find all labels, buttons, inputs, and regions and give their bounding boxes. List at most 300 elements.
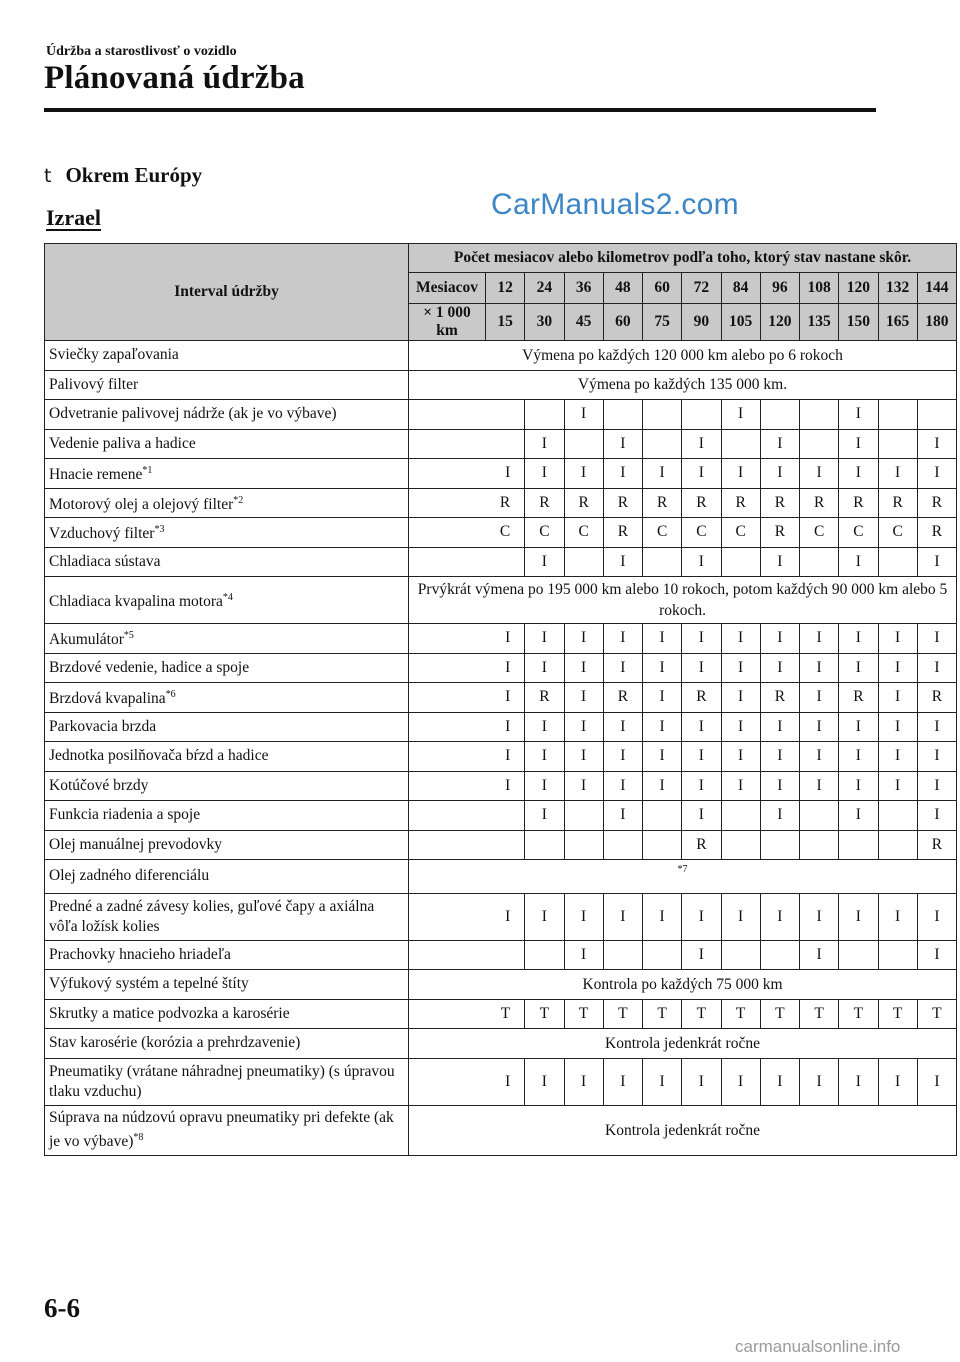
km-value: 150 — [839, 304, 878, 341]
schedule-cell: I — [643, 653, 682, 683]
months-value: 48 — [603, 273, 642, 304]
item-label-text: Prachovky hnacieho hriadeľa — [49, 945, 231, 963]
schedule-cell — [721, 429, 760, 459]
schedule-cell: I — [917, 940, 956, 970]
table-row — [45, 801, 957, 831]
schedule-cell: I — [800, 1058, 839, 1105]
schedule-cell: I — [603, 771, 642, 801]
km-value: 60 — [603, 304, 642, 341]
schedule-cell: R — [839, 488, 878, 518]
schedule-cell: I — [839, 801, 878, 831]
schedule-cell: R — [603, 518, 642, 548]
km-value: 90 — [682, 304, 721, 341]
item-label — [45, 1105, 409, 1155]
schedule-cell: I — [839, 712, 878, 742]
schedule-cell: I — [643, 683, 682, 713]
table-row — [45, 860, 957, 894]
schedule-cell: T — [525, 999, 564, 1029]
footnote-ref: *5 — [123, 630, 134, 642]
schedule-cell: I — [603, 712, 642, 742]
schedule-cell: I — [839, 1058, 878, 1105]
schedule-cell: C — [682, 518, 721, 548]
item-label-text: Palivový filter — [49, 375, 139, 393]
section-heading-text: Okrem Európy — [65, 163, 203, 187]
schedule-cell: I — [721, 742, 760, 772]
item-label-text: Vzduchový filter — [49, 525, 155, 543]
schedule-cell: I — [917, 1058, 956, 1105]
schedule-cell: R — [603, 683, 642, 713]
item-label — [45, 429, 409, 459]
km-value: 165 — [878, 304, 917, 341]
schedule-cell: I — [917, 653, 956, 683]
schedule-cell: I — [564, 459, 603, 489]
table-row — [45, 624, 957, 654]
schedule-cell: I — [917, 712, 956, 742]
item-label — [45, 1029, 409, 1059]
schedule-cell — [878, 547, 917, 577]
schedule-cell: I — [409, 653, 525, 683]
schedule-cell: I — [721, 624, 760, 654]
schedule-cell — [643, 547, 682, 577]
schedule-cell: I — [525, 801, 564, 831]
schedule-cell: I — [878, 712, 917, 742]
schedule-cell: I — [760, 653, 799, 683]
schedule-cell — [760, 830, 799, 860]
item-label-text: Olej manuálnej prevodovky — [49, 835, 223, 853]
breadcrumb: Údržba a starostlivosť o vozidlo — [46, 44, 237, 59]
schedule-cell: I — [760, 459, 799, 489]
item-label — [45, 771, 409, 801]
schedule-cell — [643, 940, 682, 970]
item-label — [45, 683, 409, 713]
schedule-cell: I — [917, 771, 956, 801]
schedule-cell: I — [721, 653, 760, 683]
schedule-cell: I — [839, 624, 878, 654]
interval-note: Výmena po každých 135 000 km. — [409, 370, 957, 400]
table-row — [45, 400, 957, 430]
schedule-cell: I — [878, 742, 917, 772]
schedule-cell: R — [682, 488, 721, 518]
schedule-cell: I — [721, 712, 760, 742]
schedule-cell — [564, 429, 603, 459]
interval-note: Prvýkrát výmena po 195 000 km alebo 10 rokoch, potom každých 90 000 km alebo 5 rokoch. — [409, 577, 957, 624]
schedule-cell — [564, 547, 603, 577]
table-row — [45, 488, 957, 518]
item-label — [45, 624, 409, 654]
item-label — [45, 488, 409, 518]
schedule-cell: I — [800, 893, 839, 940]
schedule-cell: I — [525, 653, 564, 683]
table-row — [45, 893, 957, 940]
table-row — [45, 970, 957, 1000]
months-value: 36 — [564, 273, 603, 304]
schedule-cell — [643, 801, 682, 831]
schedule-cell: I — [839, 429, 878, 459]
schedule-cell: R — [564, 488, 603, 518]
schedule-cell: I — [760, 742, 799, 772]
schedule-cell: R — [760, 488, 799, 518]
schedule-cell: I — [878, 771, 917, 801]
table-row — [45, 547, 957, 577]
schedule-cell: I — [564, 712, 603, 742]
footnote-ref: *2 — [233, 494, 244, 506]
schedule-cell: I — [564, 653, 603, 683]
schedule-cell: I — [721, 893, 760, 940]
item-label-text: Motorový olej a olejový filter — [49, 495, 234, 513]
schedule-cell: I — [721, 771, 760, 801]
item-label-text: Akumulátor — [49, 631, 124, 649]
schedule-cell: I — [760, 801, 799, 831]
schedule-cell: R — [917, 488, 956, 518]
section-heading — [44, 163, 202, 188]
schedule-cell — [878, 429, 917, 459]
schedule-cell: I — [682, 940, 721, 970]
schedule-cell: I — [682, 712, 721, 742]
schedule-cell: I — [564, 940, 603, 970]
maintenance-schedule-table — [44, 243, 957, 1156]
table-row — [45, 653, 957, 683]
schedule-cell: I — [603, 1058, 642, 1105]
item-label — [45, 940, 409, 970]
schedule-cell — [603, 400, 642, 430]
schedule-cell: I — [409, 712, 525, 742]
item-label — [45, 970, 409, 1000]
schedule-cell: I — [878, 683, 917, 713]
schedule-cell: I — [643, 771, 682, 801]
table-row — [45, 429, 957, 459]
schedule-cell — [603, 940, 642, 970]
schedule-cell: T — [800, 999, 839, 1029]
item-label — [45, 742, 409, 772]
schedule-cell: I — [682, 1058, 721, 1105]
schedule-cell: I — [760, 771, 799, 801]
schedule-cell: I — [409, 742, 525, 772]
schedule-cell — [603, 830, 642, 860]
schedule-cell: I — [525, 712, 564, 742]
schedule-cell — [643, 429, 682, 459]
schedule-cell — [800, 400, 839, 430]
schedule-cell: I — [800, 624, 839, 654]
schedule-cell — [878, 400, 917, 430]
table-row — [45, 771, 957, 801]
schedule-cell: I — [917, 742, 956, 772]
schedule-cell: R — [878, 488, 917, 518]
schedule-cell: I — [564, 683, 603, 713]
schedule-cell: I — [800, 459, 839, 489]
schedule-cell: I — [682, 547, 721, 577]
schedule-cell: I — [564, 742, 603, 772]
schedule-cell: I — [409, 1058, 525, 1105]
schedule-cell: I — [525, 624, 564, 654]
schedule-cell: I — [760, 712, 799, 742]
schedule-cell: R — [839, 683, 878, 713]
months-value: 60 — [643, 273, 682, 304]
item-label — [45, 712, 409, 742]
schedule-cell: I — [682, 742, 721, 772]
item-label-text: Súprava na núdzovú opravu pneumatiky pri defekte (ak je vo výbave) — [49, 1108, 394, 1151]
schedule-cell: I — [409, 624, 525, 654]
schedule-cell: I — [917, 801, 956, 831]
schedule-cell: T — [603, 999, 642, 1029]
schedule-cell: I — [525, 1058, 564, 1105]
item-label — [45, 860, 409, 894]
schedule-cell: I — [525, 771, 564, 801]
item-label — [45, 577, 409, 624]
schedule-cell: R — [643, 488, 682, 518]
schedule-cell — [643, 400, 682, 430]
schedule-cell: R — [760, 683, 799, 713]
schedule-cell: I — [760, 624, 799, 654]
item-label-text: Parkovacia brzda — [49, 717, 157, 735]
schedule-cell: I — [603, 742, 642, 772]
schedule-cell: R — [917, 518, 956, 548]
footnote-ref: *4 — [222, 591, 233, 603]
item-label — [45, 341, 409, 371]
schedule-cell: I — [643, 624, 682, 654]
item-label — [45, 999, 409, 1029]
schedule-cell: C — [409, 518, 525, 548]
item-label — [45, 400, 409, 430]
schedule-cell: I — [603, 547, 642, 577]
schedule-cell: I — [525, 547, 564, 577]
schedule-cell: C — [564, 518, 603, 548]
schedule-cell — [643, 830, 682, 860]
schedule-cell — [409, 429, 525, 459]
item-label-text: Funkcia riadenia a spoje — [49, 806, 201, 824]
months-value: 144 — [917, 273, 956, 304]
schedule-cell — [409, 547, 525, 577]
schedule-cell: C — [800, 518, 839, 548]
item-label-text: Predné a zadné závesy kolies, guľové čapy a axiálna vôľa ložísk kolies — [49, 897, 375, 935]
span-header: Počet mesiacov alebo kilometrov podľa toho, ktorý stav nastane skôr. — [409, 244, 957, 273]
schedule-cell: I — [682, 429, 721, 459]
table-row — [45, 1058, 957, 1105]
item-label-text: Skrutky a matice podvozka a karosérie — [49, 1004, 290, 1022]
schedule-cell: R — [760, 518, 799, 548]
schedule-cell: I — [800, 653, 839, 683]
schedule-cell: R — [525, 683, 564, 713]
schedule-cell: I — [839, 653, 878, 683]
km-label: × 1 000 km — [409, 304, 486, 341]
item-label — [45, 801, 409, 831]
schedule-cell: I — [839, 771, 878, 801]
months-value: 24 — [525, 273, 564, 304]
table-row — [45, 1029, 957, 1059]
schedule-cell: T — [917, 999, 956, 1029]
schedule-cell: I — [800, 771, 839, 801]
table-row — [45, 683, 957, 713]
item-label-text: Odvetranie palivovej nádrže (ak je vo výbave) — [49, 405, 337, 423]
item-label-text: Chladiaca kvapalina motora — [49, 593, 223, 611]
schedule-cell: I — [603, 459, 642, 489]
schedule-cell: I — [682, 771, 721, 801]
schedule-cell: T — [839, 999, 878, 1029]
schedule-cell: I — [760, 1058, 799, 1105]
months-value: 84 — [721, 273, 760, 304]
interval-note: Kontrola po každých 75 000 km — [409, 970, 957, 1000]
km-value: 75 — [643, 304, 682, 341]
schedule-cell — [760, 400, 799, 430]
schedule-cell: I — [409, 459, 525, 489]
item-label-text: Kotúčové brzdy — [49, 776, 149, 794]
schedule-cell: C — [643, 518, 682, 548]
schedule-cell — [721, 830, 760, 860]
schedule-cell: I — [800, 712, 839, 742]
schedule-cell: I — [643, 1058, 682, 1105]
schedule-cell: T — [682, 999, 721, 1029]
schedule-cell — [800, 830, 839, 860]
item-label-text: Hnacie remene — [49, 466, 143, 484]
table-row — [45, 940, 957, 970]
schedule-cell — [409, 830, 525, 860]
schedule-cell — [721, 940, 760, 970]
interval-header: Interval údržby — [45, 244, 409, 341]
schedule-cell: I — [878, 893, 917, 940]
schedule-cell: I — [682, 624, 721, 654]
table-row — [45, 1105, 957, 1155]
schedule-cell: I — [917, 429, 956, 459]
schedule-cell: I — [525, 459, 564, 489]
schedule-cell: I — [682, 893, 721, 940]
months-value: 12 — [486, 273, 525, 304]
schedule-cell: R — [800, 488, 839, 518]
schedule-cell: T — [878, 999, 917, 1029]
schedule-cell: C — [839, 518, 878, 548]
schedule-cell: R — [525, 488, 564, 518]
page-number: 6-6 — [44, 1293, 80, 1323]
footnote-ref: *3 — [154, 524, 165, 536]
schedule-cell: C — [878, 518, 917, 548]
table-row — [45, 370, 957, 400]
schedule-cell: I — [603, 624, 642, 654]
table-row — [45, 712, 957, 742]
schedule-cell: I — [878, 653, 917, 683]
footnote-ref: *6 — [165, 689, 176, 701]
schedule-cell: R — [721, 488, 760, 518]
table-row — [45, 518, 957, 548]
schedule-cell: I — [721, 683, 760, 713]
schedule-cell — [839, 830, 878, 860]
km-value: 180 — [917, 304, 956, 341]
schedule-cell: I — [564, 771, 603, 801]
schedule-cell — [525, 940, 564, 970]
table-row — [45, 341, 957, 371]
schedule-cell: I — [682, 801, 721, 831]
schedule-cell: I — [643, 742, 682, 772]
months-value: 120 — [839, 273, 878, 304]
item-label — [45, 893, 409, 940]
item-label-text: Vedenie paliva a hadice — [49, 434, 196, 452]
item-label — [45, 653, 409, 683]
watermark: CarManuals2.com — [491, 188, 739, 221]
months-value: 132 — [878, 273, 917, 304]
footnote-ref: *7 — [409, 860, 957, 894]
schedule-cell — [564, 830, 603, 860]
item-label-text: Brzdové vedenie, hadice a spoje — [49, 658, 250, 676]
schedule-cell: T — [409, 999, 525, 1029]
schedule-cell: I — [721, 1058, 760, 1105]
schedule-cell: I — [760, 429, 799, 459]
schedule-cell: I — [643, 712, 682, 742]
page-title: Plánovaná údržba — [44, 60, 305, 96]
schedule-cell: C — [525, 518, 564, 548]
schedule-cell: I — [760, 893, 799, 940]
item-label-text: Sviečky zapaľovania — [49, 346, 179, 364]
schedule-cell — [525, 400, 564, 430]
months-value: 108 — [800, 273, 839, 304]
schedule-cell: I — [721, 459, 760, 489]
schedule-cell: I — [839, 400, 878, 430]
schedule-cell — [800, 801, 839, 831]
schedule-cell — [721, 547, 760, 577]
schedule-cell — [409, 400, 525, 430]
footnote-ref: *8 — [133, 1131, 144, 1143]
schedule-cell: I — [564, 893, 603, 940]
schedule-cell: I — [409, 771, 525, 801]
schedule-cell — [800, 429, 839, 459]
table-row — [45, 999, 957, 1029]
schedule-cell: I — [917, 624, 956, 654]
section-marker-icon: t — [44, 164, 52, 187]
table-row — [45, 577, 957, 624]
schedule-cell: I — [643, 893, 682, 940]
item-label-text: Olej zadného diferenciálu — [49, 867, 210, 885]
schedule-cell — [409, 801, 525, 831]
schedule-cell: I — [409, 893, 525, 940]
item-label — [45, 1058, 409, 1105]
schedule-cell: T — [721, 999, 760, 1029]
schedule-cell: I — [839, 459, 878, 489]
item-label-text: Chladiaca sústava — [49, 552, 161, 570]
schedule-cell: R — [917, 683, 956, 713]
schedule-cell: C — [721, 518, 760, 548]
footer-watermark: carmanualsonline.info — [735, 1337, 901, 1356]
title-divider — [44, 108, 876, 112]
km-value: 105 — [721, 304, 760, 341]
schedule-cell: I — [603, 801, 642, 831]
item-label — [45, 547, 409, 577]
schedule-cell: R — [682, 830, 721, 860]
interval-note: Kontrola jedenkrát ročne — [409, 1105, 957, 1155]
schedule-cell: I — [682, 459, 721, 489]
interval-note: Výmena po každých 120 000 km alebo po 6 rokoch — [409, 341, 957, 371]
schedule-cell: R — [603, 488, 642, 518]
schedule-cell: I — [603, 893, 642, 940]
km-value: 45 — [564, 304, 603, 341]
schedule-cell — [878, 940, 917, 970]
schedule-cell — [800, 547, 839, 577]
schedule-cell: I — [603, 653, 642, 683]
km-value: 120 — [760, 304, 799, 341]
schedule-cell: I — [878, 459, 917, 489]
schedule-cell — [760, 940, 799, 970]
schedule-cell: I — [564, 400, 603, 430]
km-value: 15 — [486, 304, 525, 341]
schedule-cell: I — [839, 742, 878, 772]
schedule-cell: I — [839, 547, 878, 577]
item-label-text: Stav karosérie (korózia a prehrdzavenie) — [49, 1034, 301, 1052]
schedule-cell: T — [760, 999, 799, 1029]
interval-note: Kontrola jedenkrát ročne — [409, 1029, 957, 1059]
schedule-cell: I — [800, 940, 839, 970]
schedule-cell: I — [603, 429, 642, 459]
schedule-cell — [721, 801, 760, 831]
schedule-cell: I — [839, 893, 878, 940]
schedule-cell — [917, 400, 956, 430]
schedule-cell: I — [721, 400, 760, 430]
item-label-text: Brzdová kvapalina — [49, 690, 166, 708]
schedule-cell — [878, 801, 917, 831]
